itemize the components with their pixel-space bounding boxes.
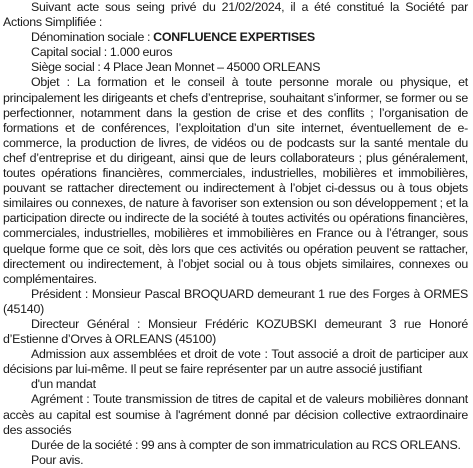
legal-notice — [3, 0, 468, 468]
notice-mandat: d'un mandat — [31, 377, 96, 392]
notice-capital: Capital social : 1.000 euros — [31, 45, 173, 60]
notice-admission: Admission aux assemblées et droit de vote : Tout associé a droit de participer aux décisions par lui-même. Il peut se faire représenter par un autre associé justifiant — [3, 347, 468, 377]
notice-siege: Siège social : 4 Place Jean Monnet – 45000 ORLEANS — [31, 60, 321, 75]
company-name: CONFLUENCE EXPERTISES — [153, 30, 315, 45]
notice-duree: Durée de la société : 99 ans à compter de son immatriculation au RCS ORLEANS. — [31, 437, 461, 452]
notice-denomination — [3, 30, 468, 45]
notice-president: Président : Monsieur Pascal BROQUARD demeurant 1 rue des Forges à ORMES (45140) — [3, 286, 468, 316]
notice-intro: Suivant acte sous seing privé du 21/02/2024, il a été constitué la Société par Actions Simplifiée : — [3, 0, 468, 30]
notice-pour-avis: Pour avis. — [31, 452, 84, 467]
notice-agrement: Agrément : Toute transmission de titres de capital et de valeurs mobilières donnant accès au capital est soumise à l'agrément donné par décision collective extraordinaire des associés — [3, 392, 468, 437]
notice-objet: Objet : La formation et le conseil à toute personne morale ou physique, et principalement les dirigeants et chefs d’entreprise, souhaitant s’informer, se former ou se perfectionner, notamment dans la gestion de crise et des conflits ; l’organisation de formations et de conférences, l’exploitation d’un site internet, éventuellement de e-commerce, la production de livres, de vidéos ou de podcasts sur la santé mentale du chef d’entreprise et du dirigeant, ainsi que de leurs collaborateurs ; plus généralement, toutes opérations financières, commerciales, industrielles, mobilières et immobilières, pouvant se rattacher directement ou indirectement à l’objet ci-dessus ou à tous objets similaires ou connexes, de nature à favoriser son extension ou son développement ; et la participation directe ou indirecte de la société à toutes activités ou opérations financières, commerciales, industrielles, mobilières et immobilières en France ou à l’étranger, sous quelque forme que ce soit, dès lors que ces activités ou opération peuvent se rattacher, directement ou indirectement, à l’objet social ou à tous objets similaires, connexes ou complémentaires. — [3, 75, 468, 286]
denomination-label: Dénomination sociale : — [31, 30, 154, 45]
notice-directeur: Directeur Général : Monsieur Frédéric KOZUBSKI demeurant 3 rue Honoré d’Estienne d’Orves à ORLEANS (45100) — [3, 316, 468, 347]
